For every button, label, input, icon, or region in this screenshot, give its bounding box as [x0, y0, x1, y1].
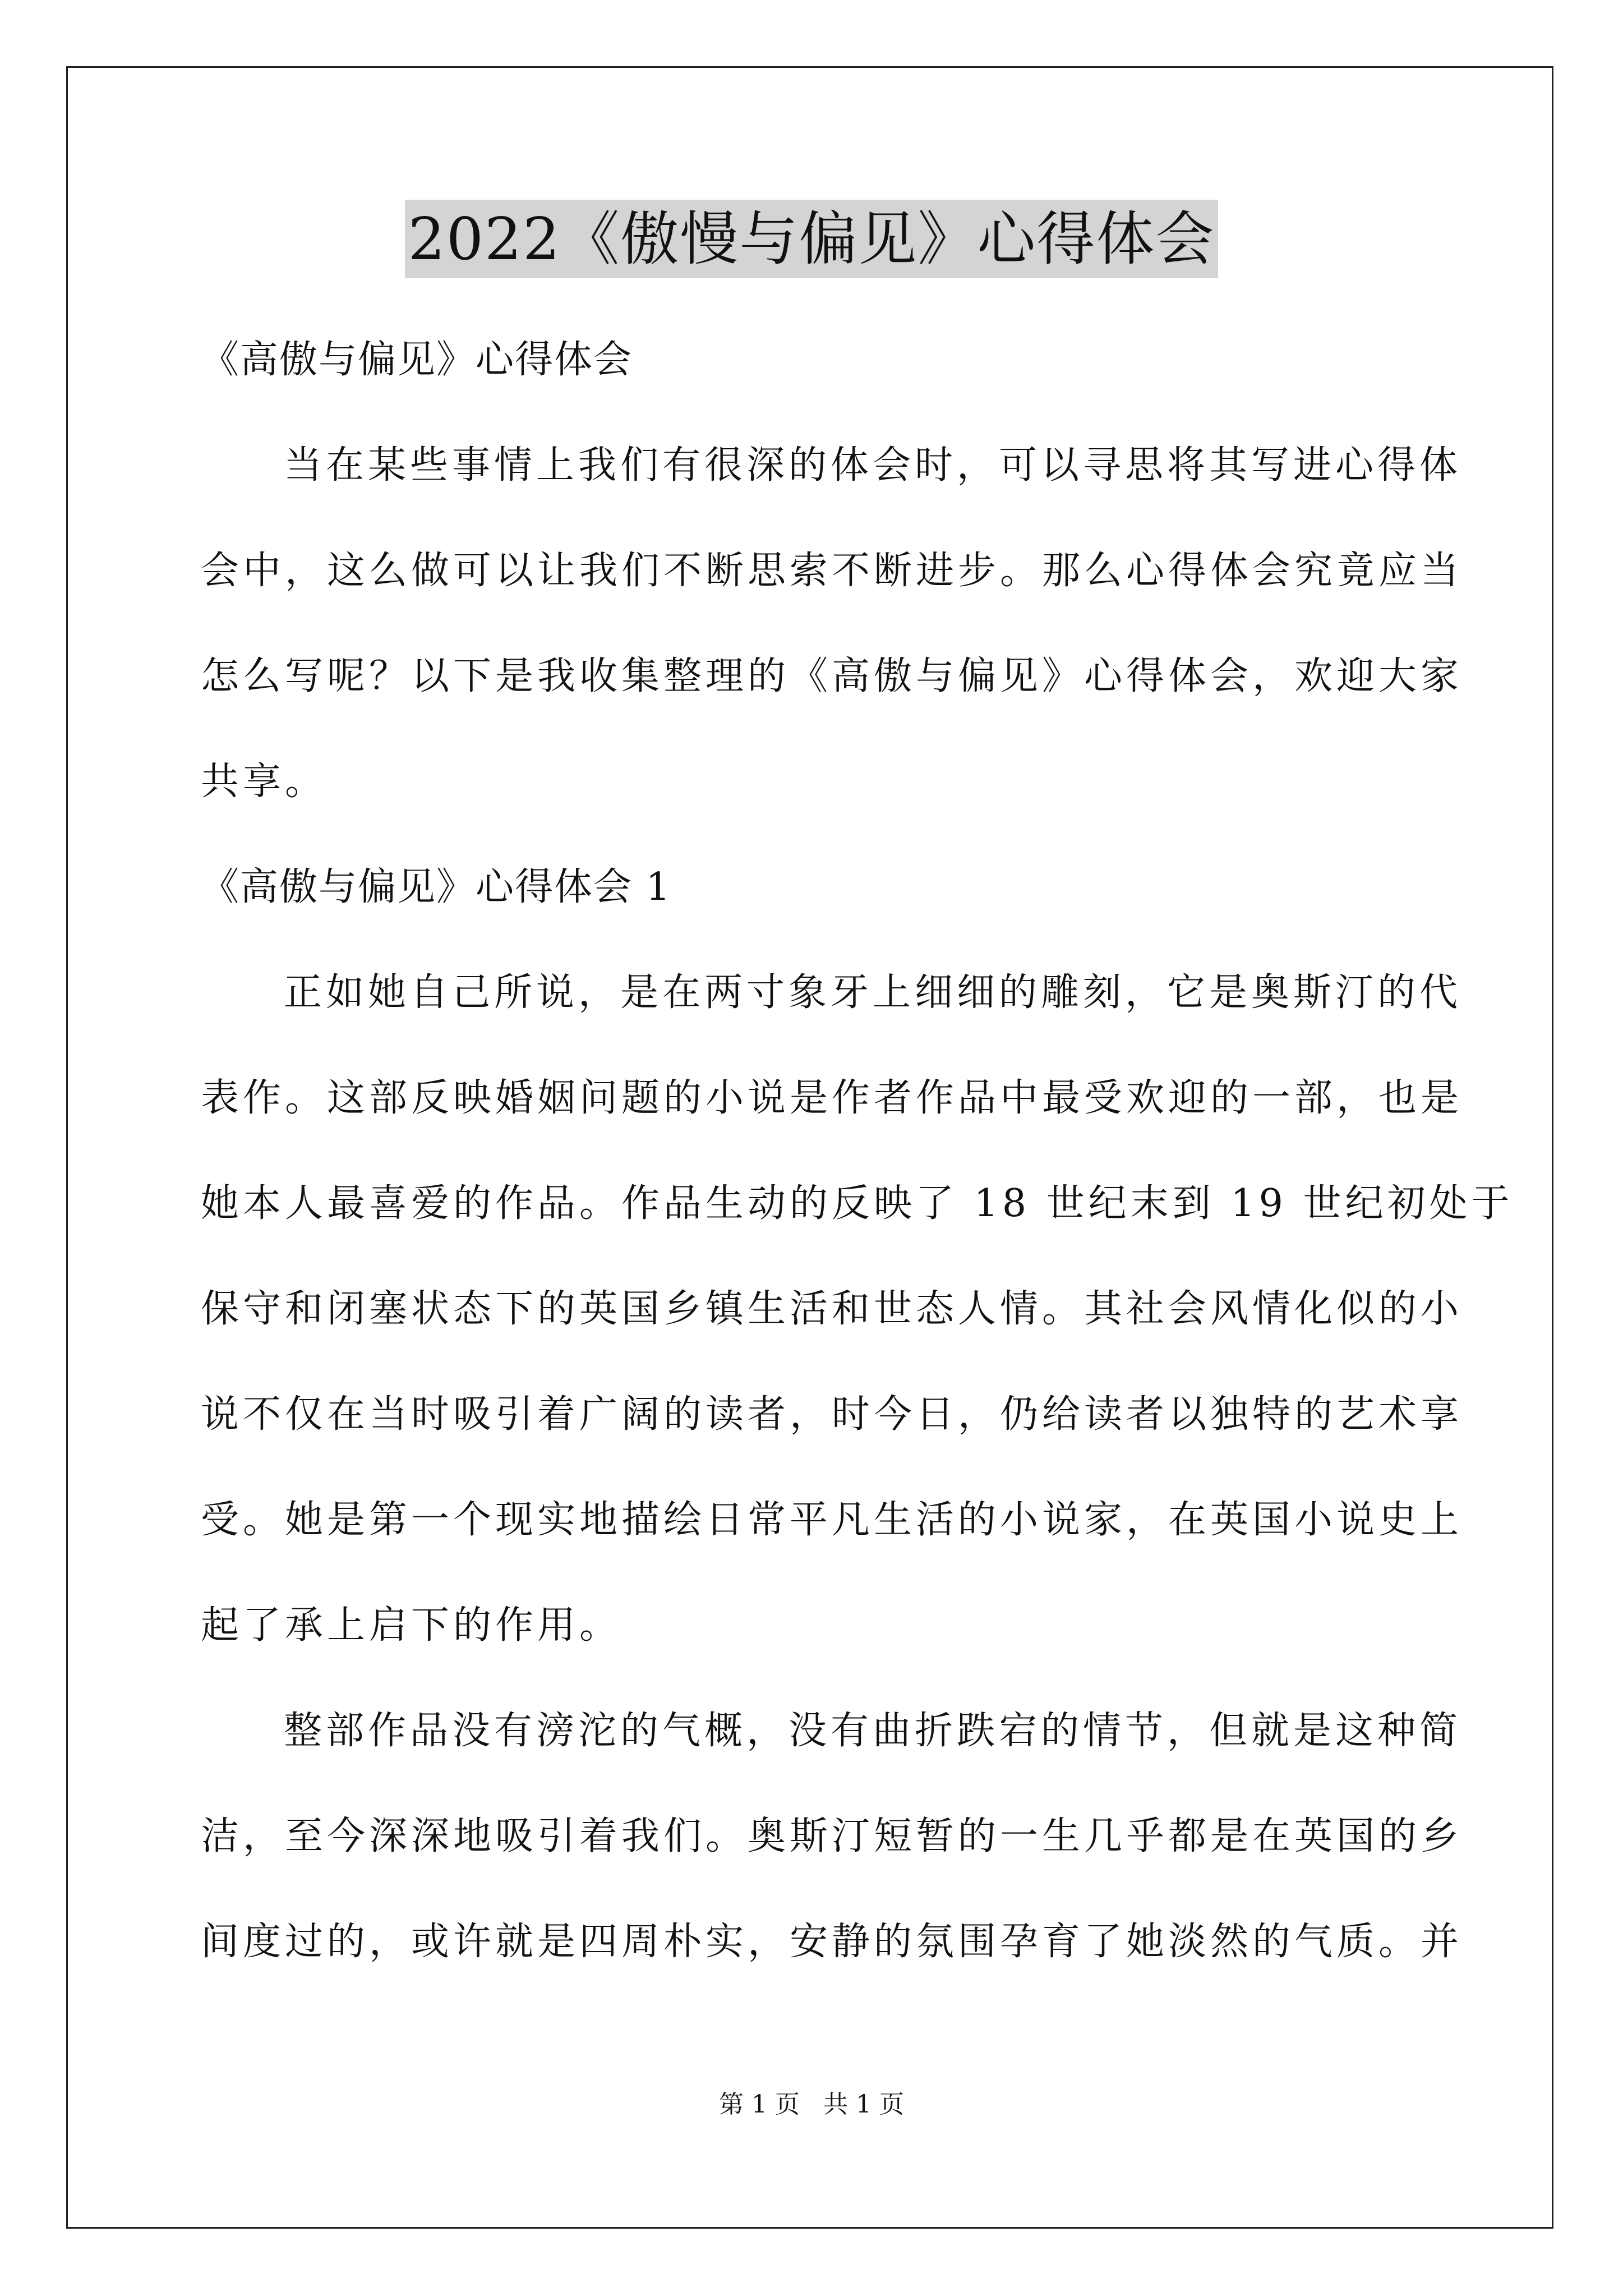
paragraph-line: 保守和闭塞状态下的英国乡镇生活和世态人情。其社会风情化似的小 — [201, 1287, 1463, 1331]
subtitle: 《高傲与偏见》心得体会 — [201, 338, 633, 382]
paragraph-line: 整部作品没有滂沱的气概，没有曲折跌宕的情节，但就是这种简 — [284, 1709, 1462, 1753]
paragraph-line: 说不仅在当时吸引着广阔的读者，时今日，仍给读者以独特的艺术享 — [201, 1392, 1463, 1437]
paragraph-line: 正如她自己所说，是在两寸象牙上细细的雕刻，它是奥斯汀的代 — [284, 970, 1462, 1015]
paragraph-line: 起了承上启下的作用。 — [201, 1603, 622, 1648]
page-total: 共 1 页 — [823, 2090, 904, 2119]
document-title: 2022《傲慢与偏见》心得体会 — [405, 200, 1219, 278]
paragraph-line: 表作。这部反映婚姻问题的小说是作者作品中最受欢迎的一部，也是 — [201, 1076, 1463, 1120]
paragraph-line: 她本人最喜爱的作品。作品生动的反映了 18 世纪末到 19 世纪初处于 — [201, 1181, 1514, 1226]
page-footer — [0, 2088, 1623, 2122]
page-number: 第 1 页 — [719, 2090, 800, 2119]
paragraph-line: 洁，至今深深地吸引着我们。奥斯汀短暂的一生几乎都是在英国的乡 — [201, 1814, 1463, 1858]
intro-line: 共享。 — [201, 760, 328, 804]
paragraph-line: 间度过的，或许就是四周朴实，安静的氛围孕育了她淡然的气质。并 — [201, 1920, 1463, 1964]
intro-line: 当在某些事情上我们有很深的体会时，可以寻思将其写进心得体 — [284, 443, 1462, 487]
title-container — [0, 200, 1623, 278]
document-body — [201, 307, 1514, 1995]
paragraph-line: 受。她是第一个现实地描绘日常平凡生活的小说家，在英国小说史上 — [201, 1498, 1463, 1542]
section-heading: 《高傲与偏见》心得体会 1 — [201, 865, 671, 909]
intro-line: 会中，这么做可以让我们不断思索不断进步。那么心得体会究竟应当 — [201, 549, 1463, 593]
intro-line: 怎么写呢？以下是我收集整理的《高傲与偏见》心得体会，欢迎大家 — [201, 654, 1463, 698]
